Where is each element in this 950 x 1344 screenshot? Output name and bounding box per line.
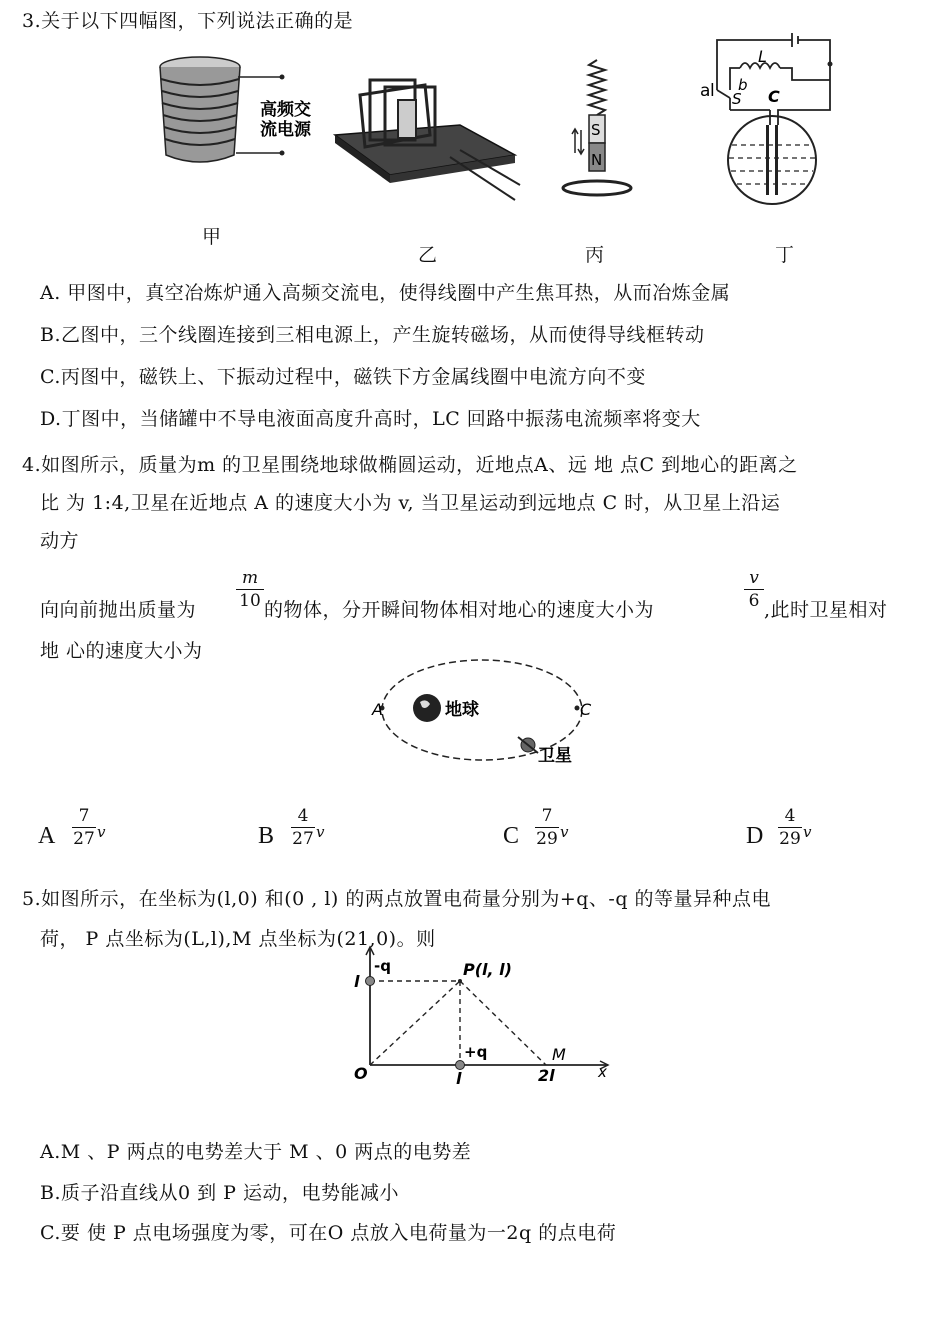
q4-frac-v: [744, 568, 764, 611]
q4-option-c-letter: C: [503, 823, 520, 849]
x-axis-label: x: [598, 1063, 607, 1081]
q4-option-b-letter: B: [258, 823, 275, 849]
dashed-lines: [370, 981, 546, 1065]
q4-option-a-frac: [72, 806, 96, 849]
earth-label: 地球: [445, 700, 479, 720]
q4-line-4b: 的物体，分开瞬间物体相对地心的速度大小为: [264, 599, 655, 621]
q4-option-c-den: 29: [536, 829, 558, 849]
fig-yi-label: 乙: [418, 244, 438, 266]
satellite-label: 卫星: [538, 746, 572, 766]
charge-neg: [366, 977, 375, 986]
q4-option-a-den: 27: [73, 829, 95, 849]
q3-option-a: A. 甲图中，真空冶炼炉通入高频交流电，使得线圈中产生焦耳热，从而冶炼金属: [40, 282, 731, 304]
point-c-label: C: [580, 700, 592, 719]
q5-option-b: B.质子沿直线从0 到 P 运动，电势能减小: [40, 1182, 399, 1204]
fig-ding-lc-tank: [700, 30, 850, 200]
fig-ding-label: 丁: [775, 244, 795, 266]
satellite-icon: [518, 737, 538, 753]
power-label-2: 流电源: [260, 120, 311, 140]
q4-option-b-num: 4: [297, 806, 309, 826]
q4-line-1: 4.如图所示，质量为m 的卫星围绕地球做椭圆运动，近地点A、远 地 点C 到地心的距离之: [22, 454, 798, 476]
q4-option-b-frac: [291, 806, 315, 849]
capacitor-plate-2: [775, 125, 778, 195]
fig-yi-rotor: [330, 75, 520, 205]
q3-option-c: C.丙图中，磁铁上、下振动过程中，磁铁下方金属线圈中电流方向不变: [40, 366, 646, 388]
frac-m-num: m: [241, 568, 259, 588]
motion-arrows-icon: [572, 129, 584, 154]
metal-ring: [563, 181, 631, 195]
fig-jia-furnace: [150, 55, 330, 175]
x-2l-label: 2l: [538, 1066, 555, 1085]
q4-option-c-num: 7: [541, 806, 553, 826]
q4-option-d-letter: D: [746, 823, 764, 849]
q4-line-4a: 向向前抛出质量为: [40, 599, 197, 621]
ding-l: l: [710, 81, 715, 101]
ding-S: S: [732, 90, 742, 108]
q4-option-d-num: 4: [784, 806, 796, 826]
q5-option-a: A.M 、P 两点的电势差大于 M 、0 两点的电势差: [40, 1141, 472, 1163]
q5-line-1: 5.如图所示，在坐标为(l,0) 和(0 , l) 的两点放置电荷量分别为+q、-q 的等量异种点电: [22, 888, 772, 910]
capacitor-plate-1: [766, 125, 769, 195]
orbit-ellipse: [382, 660, 582, 760]
base-plate: [335, 125, 515, 175]
ding-L: L: [758, 47, 767, 66]
frac-m-den: 10: [239, 591, 261, 611]
frac-v-num: v: [749, 568, 759, 588]
pos-q-label: +q: [464, 1043, 488, 1061]
q4-option-a-num: 7: [78, 806, 90, 826]
q4-option-a-letter: A: [38, 823, 56, 849]
q4-option-c-v: v: [560, 823, 569, 841]
fig-bing-label: 丙: [585, 244, 605, 266]
power-label-1: 高频交: [260, 100, 311, 120]
liquid-lines: [729, 145, 815, 184]
ding-b: b: [738, 76, 748, 94]
q5-line-2: 荷， P 点坐标为(L,l),M 点坐标为(21,0)。则: [40, 928, 436, 950]
ding-a: a: [700, 81, 711, 101]
q4-line-4c: ,此时卫星相对: [764, 599, 888, 621]
q4-line-2: 比 为 1:4,卫星在近地点 A 的速度大小为 v, 当卫星运动到远地点 C 时，从卫星上沿运: [40, 492, 781, 514]
q4-option-b-den: 27: [292, 829, 314, 849]
fig-bing-spring-magnet: [555, 55, 645, 205]
q4-option-a-v: v: [97, 823, 106, 841]
fig-jia-label: 甲: [202, 226, 222, 248]
tank: [728, 116, 816, 204]
q3-stem: 3.关于以下四幅图，下列说法正确的是: [22, 10, 354, 32]
ding-C: C: [768, 87, 780, 106]
q5-option-c: C.要 使 P 点电场强度为零，可在O 点放入电荷量为一2q 的点电荷: [40, 1222, 617, 1244]
x-l-label: l: [456, 1069, 462, 1088]
q4-option-c-frac: [535, 806, 559, 849]
y-l-label: l: [354, 972, 360, 991]
neg-q-label: -q: [374, 957, 391, 975]
point-p: [458, 979, 462, 983]
q4-orbit-figure: [370, 655, 600, 770]
frac-v-den: 6: [748, 591, 760, 611]
pole-n: N: [591, 151, 603, 169]
q4-line-5: 地 心的速度大小为: [40, 640, 203, 662]
q4-frac-m: [236, 568, 264, 611]
pole-s: S: [591, 121, 601, 139]
earth-icon: [413, 694, 441, 722]
q3-option-b: B.乙图中，三个线圈连接到三相电源上，产生旋转磁场，从而使得导线框转动: [40, 324, 705, 346]
point-a-label: A: [372, 700, 383, 719]
m-label: M: [552, 1045, 566, 1064]
q4-line-3: 动方: [40, 530, 80, 552]
origin-label: O: [354, 1064, 368, 1083]
q4-option-b-v: v: [316, 823, 325, 841]
q4-option-d-v: v: [803, 823, 812, 841]
q4-option-d-den: 29: [779, 829, 801, 849]
q3-option-d: D.丁图中，当储罐中不导电液面高度升高时，LC 回路中振荡电流频率将变大: [40, 408, 701, 430]
wire-frame: [398, 100, 416, 138]
point-c-dot: [575, 706, 580, 711]
q5-coordinate-figure: [350, 943, 620, 1088]
p-label: P(l, l): [463, 960, 512, 979]
q4-option-d-frac: [778, 806, 802, 849]
spring: [589, 60, 605, 115]
